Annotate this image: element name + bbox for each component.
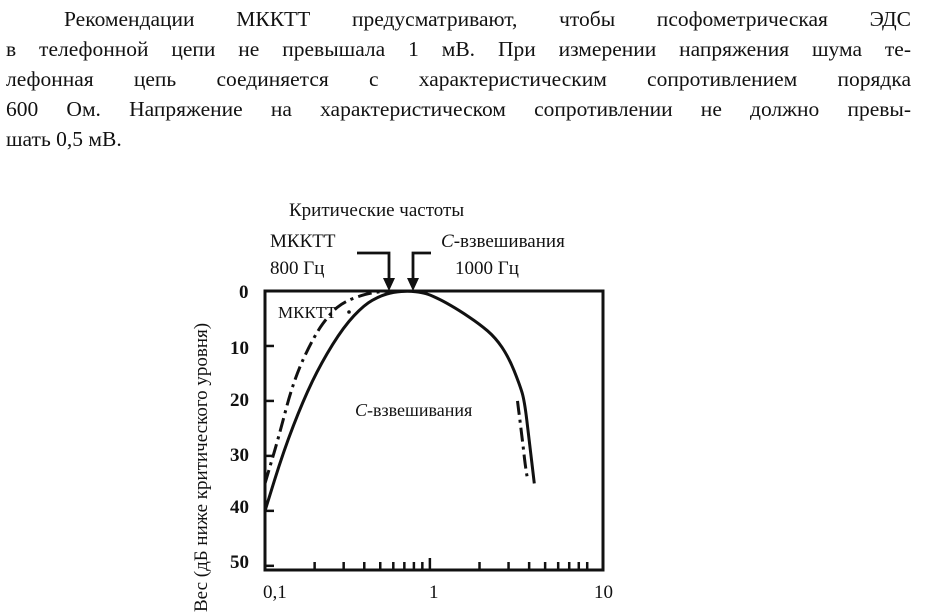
y-axis-label: Вес (дБ ниже критического уровня): [191, 322, 212, 612]
c-italic-letter: С: [441, 231, 454, 252]
plot-frame: [265, 291, 603, 570]
y-tick-label: 0: [239, 282, 249, 303]
paragraph-line: шать 0,5 мВ.: [6, 127, 122, 151]
critical-frequencies-title: Критические частоты: [289, 200, 465, 221]
c-italic-letter: С: [355, 400, 368, 420]
mkktt-curve-label: МККТТ: [278, 303, 337, 322]
y-tick-label: 30: [230, 445, 249, 466]
y-tick-label: 20: [230, 390, 249, 411]
paragraph-line: лефонная цепь соединяется с характеристическим сопротивлением порядка: [6, 67, 911, 91]
c-weighting-annotation-frequency: 1000 Гц: [455, 258, 519, 279]
y-tick-label: 10: [230, 338, 249, 359]
mkktt-annotation-frequency: 800 Гц: [270, 258, 325, 279]
y-tick-label: 40: [230, 497, 249, 518]
c-weighting-arrowhead: [407, 278, 419, 291]
paragraph-line: 600 Ом. Напряжение на характеристическом сопротивлении не должно превы-: [6, 97, 911, 121]
c-weighting-suffix: -взвешивания: [367, 400, 473, 420]
mkktt-arrowhead: [383, 278, 395, 291]
mkktt-label-dot: [347, 310, 351, 314]
mkktt-curve: [265, 291, 422, 483]
paragraph-line: Рекомендации МККТТ предусматривают, чтобы псофометрическая ЭДС: [64, 7, 911, 31]
x-tick-label: 0,1: [263, 582, 287, 603]
mkktt-annotation-label: МККТТ: [270, 231, 336, 252]
y-tick-label: 50: [230, 552, 249, 573]
c-weighting-suffix: -взвешивания: [453, 231, 565, 252]
c-weighting-curve: [265, 291, 534, 511]
plot-layer: [265, 291, 603, 570]
paragraph-line: в телефонной цепи не превышала 1 мВ. При измерении напряжения шума те-: [6, 37, 911, 61]
x-tick-label: 10: [594, 582, 613, 603]
x-tick-label: 1: [429, 582, 439, 603]
